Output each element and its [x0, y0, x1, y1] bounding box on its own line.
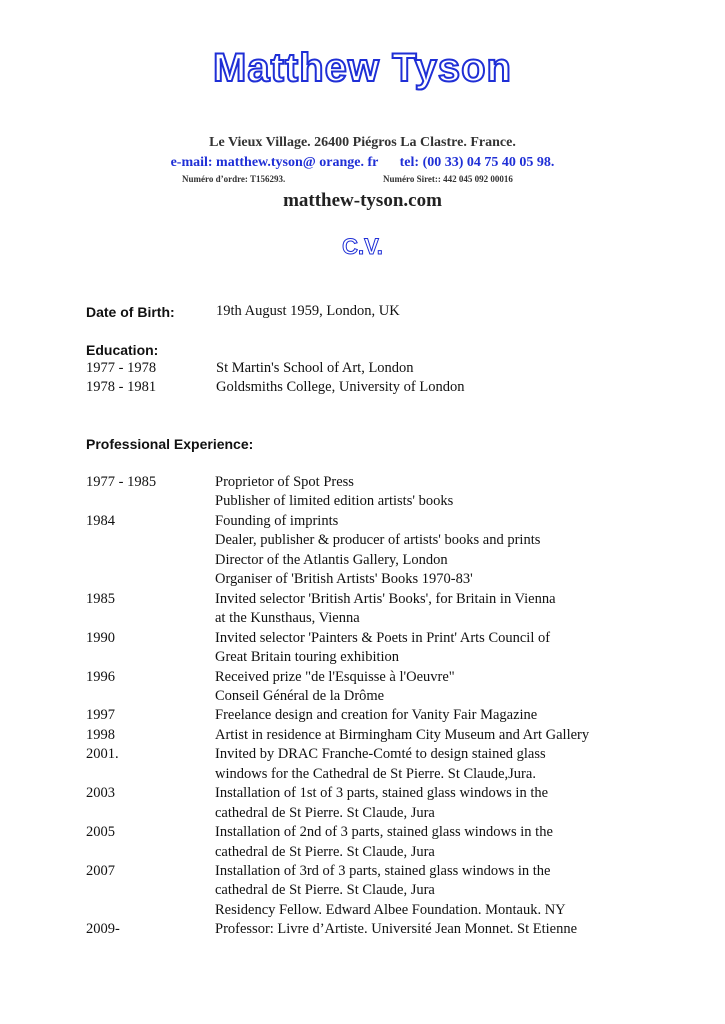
experience-row: [0, 844, 725, 864]
experience-text: at the Kunsthaus, Vienna: [215, 610, 360, 627]
email-text[interactable]: e-mail: matthew.tyson@ orange. fr: [170, 155, 379, 170]
experience-row: [0, 493, 725, 513]
experience-year: 2001.: [86, 746, 119, 763]
experience-label: Professional Experience:: [86, 436, 254, 452]
numero-siret: Numéro Siret:: 442 045 092 00016: [383, 174, 513, 184]
experience-year: 2005: [86, 824, 115, 841]
experience-text: Dealer, publisher & producer of artists' books and prints: [215, 532, 541, 549]
experience-text: cathedral de St Pierre. St Claude, Jura: [215, 882, 435, 899]
experience-year: 2009-: [86, 921, 120, 938]
experience-text: Great Britain touring exhibition: [215, 649, 400, 666]
experience-row: [0, 921, 725, 941]
experience-text: Artist in residence at Birmingham City Museum and Art Gallery: [215, 726, 590, 743]
experience-year: 1985: [86, 590, 115, 607]
experience-row: [0, 766, 725, 786]
experience-text: Director of the Atlantis Gallery, London: [215, 551, 448, 568]
experience-row: [0, 669, 725, 689]
experience-year: 1990: [86, 629, 115, 646]
education-text-2: Goldsmiths College, University of London: [216, 379, 465, 395]
experience-row: [0, 630, 725, 650]
birth-label: Date of Birth:: [86, 304, 175, 320]
experience-text: Residency Fellow. Edward Albee Foundation. Montauk. NY: [215, 901, 566, 918]
education-year-2: 1978 - 1981: [86, 379, 157, 395]
experience-text: Installation of 1st of 3 parts, stained glass windows in the: [215, 785, 549, 802]
experience-year: 1984: [86, 512, 115, 529]
experience-row: [0, 727, 725, 747]
experience-text: Professor: Livre d’Artiste. Université Jean Monnet. St Etienne: [215, 921, 578, 938]
birth-value: 19th August 1959, London, UK: [216, 303, 400, 319]
experience-year: 1996: [86, 668, 115, 685]
experience-row: [0, 746, 725, 766]
experience-text: Received prize "de l'Esquisse à l'Oeuvre": [215, 668, 455, 685]
website-text[interactable]: matthew-tyson.com: [283, 190, 442, 211]
experience-row: [0, 785, 725, 805]
numero-ordre: Numéro d’ordre: T156293.: [182, 174, 286, 184]
experience-text: Conseil Général de la Drôme: [215, 687, 385, 704]
address-line: Le Vieux Village. 26400 Piégros La Clastre. France.: [209, 135, 516, 150]
experience-row: [0, 863, 725, 883]
experience-row: [0, 649, 725, 669]
experience-row: [0, 688, 725, 708]
name-heading: Matthew Tyson: [213, 46, 512, 90]
experience-row: [0, 805, 725, 825]
experience-row: [0, 902, 725, 922]
experience-text: Installation of 3rd of 3 parts, stained glass windows in the: [215, 863, 551, 879]
experience-text: Proprietor of Spot Press: [215, 474, 354, 490]
experience-row: [0, 591, 725, 611]
experience-year: 1998: [86, 726, 115, 743]
experience-text: Installation of 2nd of 3 parts, stained glass windows in the: [215, 824, 553, 841]
education-year-1: 1977 - 1978: [86, 360, 157, 376]
experience-year: 2003: [86, 785, 115, 802]
experience-row: [0, 571, 725, 591]
experience-text: windows for the Cathedral de St Pierre. St Claude,Jura.: [215, 765, 536, 782]
experience-text: Freelance design and creation for Vanity Fair Magazine: [215, 707, 538, 724]
experience-year: 1997: [86, 707, 115, 724]
experience-row: [0, 552, 725, 572]
experience-year: 1977 - 1985: [86, 474, 157, 490]
cv-heading: C.V.: [342, 234, 383, 259]
experience-row: [0, 707, 725, 727]
experience-text: cathedral de St Pierre. St Claude, Jura: [215, 843, 435, 860]
experience-row: [0, 532, 725, 552]
experience-year: 2007: [86, 863, 115, 879]
contact-line: [0, 155, 725, 171]
experience-text: Invited selector 'Painters & Poets in Print' Arts Council of: [215, 629, 551, 646]
tel-text: tel: (00 33) 04 75 40 05 98.: [399, 155, 555, 170]
experience-row: [0, 610, 725, 630]
education-text-1: St Martin's School of Art, London: [216, 360, 414, 376]
experience-row: [0, 882, 725, 902]
experience-text: Invited by DRAC Franche-Comté to design stained glass: [215, 746, 546, 763]
experience-row: [0, 474, 725, 494]
experience-text: Publisher of limited edition artists' books: [215, 493, 454, 510]
experience-text: Founding of imprints: [215, 512, 339, 529]
experience-row: [0, 513, 725, 533]
experience-row: [0, 824, 725, 844]
experience-text: Organiser of 'British Artists' Books 1970-83': [215, 571, 473, 588]
education-label: Education:: [86, 342, 159, 358]
experience-text: Invited selector 'British Artis' Books', for Britain in Vienna: [215, 590, 556, 607]
experience-text: cathedral de St Pierre. St Claude, Jura: [215, 804, 435, 821]
